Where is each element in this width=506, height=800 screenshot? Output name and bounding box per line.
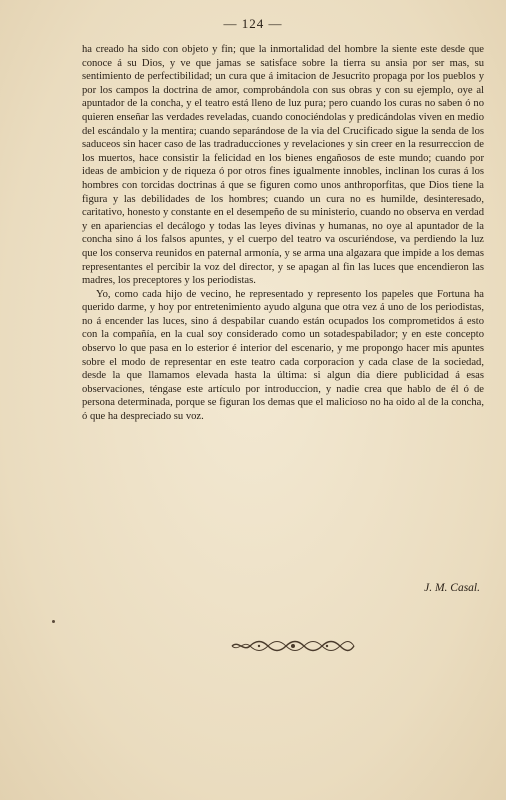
ornament-divider-icon	[228, 638, 358, 654]
ink-spot	[52, 620, 55, 623]
paragraph-1: ha creado ha sido con objeto y fin; que la inmortalidad del hombre la siente este desde que conoce á su Dios, y ve que jamas se satisface sobre la tierra su ansia por ser mas, su sentimiento de perfectibilidad; un cura que á imitacion de Jesucrito propaga por los pueblos y por los campos la doctrina de amor, comprobándola con sus obras y con su ejemplo, oye al apuntador de la concha, y el teatro está lleno de luz pura; pero cuando los curas no saben ó no quieren enseñar las verdades reveladas, cuando conociéndolas y predicándolas viven en medio del escándalo y la mentira; cuando separándose de la via del Crucificado sigue la senda de los saduceos sin hacer caso de las tradraducciones y revelaciones y sin creer en la resurreccion de los muertos, hace consistir la felicidad en los bienes engañosos de este mundo; cuando por ideas de ambicion y de riqueza ó por otros fines igualmente innobles, inclinan los curas á los hombres con torcidas doctrinas á que se figuren como unos anthroporfitas, que Dios tiene la figura y las debilidades de los hombres; cuando un cura no es humilde, desinteresado, caritativo, honesto y constante en el desempeño de su ministerio, cuando no observa en verdad y en apariencias el decálogo y todas las leyes divinas y humanas, no oye al apuntador de la concha sino á los falsos apuntes, y el cuerpo del teatro va oscuriéndose, va perdiendo la luz que los conserva reunidos en paternal armonía, y se arma una algazara que impide a los demas representantes el percibir la voz del director, y se apagan al fin las luces que encendieron las madres, los preceptores y los periodistas.	[82, 44, 484, 287]
author-signature: J. M. Casal.	[424, 582, 480, 594]
page-number: — 124 —	[223, 16, 283, 31]
paragraph-2: Yo, como cada hijo de vecino, he representado y represento los papeles que Fortuna ha querido darme, y hoy por entretenimiento ayudo alguna que otra vez á uno de los periodistas, no á encender las luces, sino á despabilar cuando están ocupados los comprometidos á esto con la compañía, en la cual soy considerado como un sotadespabilador; y en este concepto observo lo que pasa en lo esterior é interior del escenario, y me propongo hacer mis apuntes sobre el modo de representar en este teatro cada corporacion y cada clase de la sociedad, desde la que llamamos elevada hasta la última: si algun dia diere publicidad á esas observaciones, téngase este artículo por introduccion, y nadie crea que hablo de él ó de persona determinada, porque se figuran los demas que el malicioso no ha oido al de la concha, ó que ha despreciado su voz.	[82, 288, 484, 423]
body-text	[82, 43, 484, 424]
